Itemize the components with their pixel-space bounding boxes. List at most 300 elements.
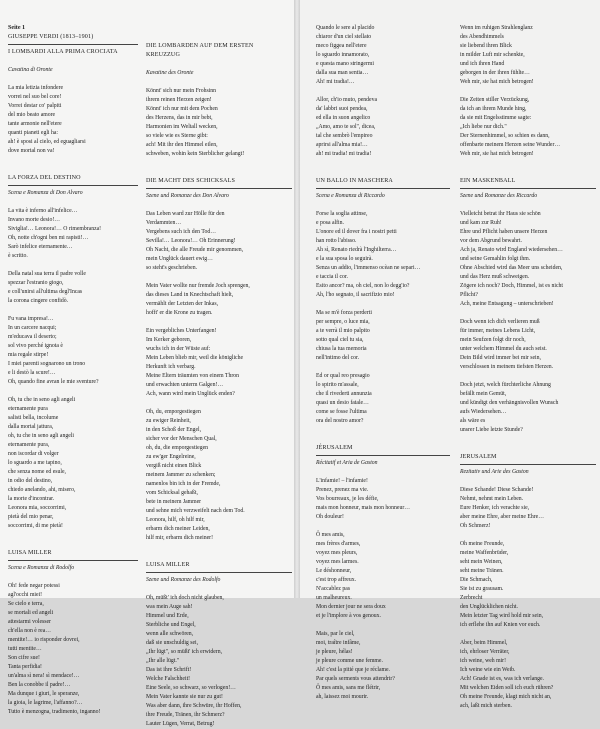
spacer (460, 630, 596, 639)
lyric-line: in milder Luft mir schenkte, (460, 52, 525, 58)
lyric-line: Ma dunque i giuri, le speranze, (8, 691, 80, 697)
section-subtitle: Récitatif et Aria de Gaston (316, 460, 378, 466)
lyric-line: aber meine Ehre, aber meine Ehre… (460, 514, 544, 520)
german-text-column (460, 24, 596, 709)
lyric-line: Tutto è menzogna, tradimento, inganno! (8, 709, 101, 715)
lyric-line: Sarò infelice eternamente… (8, 244, 73, 250)
lyric-line: Die Schmach, (460, 577, 493, 583)
lyric-line: eternamente pura (8, 406, 48, 412)
section-subtitle: Scena e Romanza di Riccardo (316, 193, 385, 199)
lyric-line: Mit welchen Eiden soll ich euch rühren? (460, 685, 554, 691)
section-subtitle: Scena e Romanza di Rodolfo (8, 565, 75, 571)
lyric-line: vorrei nel suo bel core! (8, 94, 62, 100)
spacer (146, 24, 292, 33)
lyric-line: Himmel und Erde, (146, 613, 189, 619)
lyric-line: geborgen in der ihren fühlte… (460, 70, 530, 76)
lyric-line: han rotto l'abisso. (316, 238, 357, 244)
spacer (146, 399, 292, 408)
lyric-line: da ich an ihrem Munde hing, (460, 106, 527, 112)
lyric-line: Mein Vater kannte sie nur zu gut! (146, 694, 223, 700)
lyric-line: Harmonien im Weltall wecken, (146, 124, 218, 130)
lyric-line: a te verrà il mio palpito (316, 328, 370, 334)
lyric-line: dalla mortal jattura, (8, 424, 54, 430)
lyric-line: Dein Bild wird immer bei mir sein, (460, 355, 541, 361)
lyric-line: meinem Jammer zu schenken; (146, 472, 216, 478)
lyric-line: tante armonie nell'etere (8, 121, 62, 127)
lyric-line: e li destò la scure!… (8, 370, 56, 376)
lyric-line: dove mortal non va! (8, 148, 55, 154)
section-subtitle: Cavatina di Oronte (8, 67, 53, 73)
spacer (8, 165, 138, 174)
spacer (460, 309, 596, 318)
lyric-line: Ein vergebliches Unterfangen! (146, 328, 217, 334)
lyric-line: Das Leben ward zur Hölle für den (146, 211, 225, 217)
section-heading: EIN MASKENBALL (460, 178, 516, 184)
lyric-line: Ben la conobbe il padre!… (8, 682, 71, 688)
lyric-line: zu ew'ger Engelreine, (146, 454, 196, 460)
lyric-line: Leonora, hilf, oh hilf mir, (146, 517, 205, 523)
lyric-line: ich weine, weh mir! (460, 658, 506, 664)
lyric-line: befällt mein Gemüt, (460, 391, 507, 397)
lyric-line: e coll'unirsi all'ultima degl'Incas (8, 289, 83, 295)
lyric-line: ich, ehrloser Verräter, (460, 649, 510, 655)
lyric-line: da sie mit Engelsstimme sagte: (460, 115, 532, 121)
italian-text-column (8, 24, 138, 715)
lyric-line: meine Waffenbrüder, (460, 550, 509, 556)
lyric-line: Zögere ich noch? Doch, Himmel, ist es nicht (460, 283, 563, 289)
divider (146, 188, 292, 189)
lyric-line: un'alma sì nera! sì mendace!… (8, 673, 80, 679)
lyric-line: Ich weine wie ein Weib. (460, 667, 516, 673)
lyric-line: La mia letizia infondere (8, 85, 64, 91)
spacer (146, 168, 292, 177)
lyric-line: Prenez, prenez ma vie. (316, 487, 369, 493)
lyric-line: Siviglia!… Leonora!… O rimembranza! (8, 226, 102, 232)
lyric-line: Oh, tu che in seno agli angeli (8, 397, 76, 403)
section-heading: DIE LOMBARDEN AUF DEM ERSTEN (146, 43, 254, 49)
lyric-line: che il rivederti annunzia (316, 391, 372, 397)
spacer (460, 168, 596, 177)
spacer (146, 552, 292, 561)
lyric-line: wenn alle schwören, (146, 631, 194, 637)
spacer (146, 78, 292, 87)
divider (316, 455, 450, 456)
lyric-line: Die Zeiten stiller Verzückung, (460, 97, 530, 103)
lyric-line: unsrer Liebe letzte Stunde? (460, 427, 523, 433)
lyric-line: Ah, l'ho segnato, il sacrifizio mio! (316, 292, 395, 298)
lyric-line: la morte d'incontrar. (8, 496, 55, 502)
lyric-line: mentite!… io risponder dovrei, (8, 637, 80, 643)
lyric-line: non iscordar di volger (8, 451, 59, 457)
lyric-line: e questa mano stringermi (316, 61, 374, 67)
spacer (316, 201, 450, 210)
lyric-line: so steht's geschrieben. (146, 265, 198, 271)
lyric-line: und ich ihren Hand (460, 61, 505, 67)
spacer (146, 273, 292, 282)
spacer (460, 531, 596, 540)
spacer (146, 33, 292, 42)
lyric-line: dalla sua man sentia… (316, 70, 369, 76)
section-heading: GIUSEPPE VERDI (1813–1901) (8, 34, 94, 40)
lyric-line: da' labbri suoi pendea, (316, 106, 368, 112)
spacer (8, 198, 138, 207)
lyric-line: oh, du, die emporgestiegen (146, 445, 209, 451)
lyric-line: hofft' er die Krone zu tragen. (146, 310, 213, 316)
lyric-line: ah! mi tradia! mi tradia! (316, 151, 372, 157)
lyric-line: Oh Nacht, die alle Freude mir genommen, (146, 247, 244, 253)
lyric-line: Lauter Lügen, Verrat, Betrug! (146, 721, 215, 727)
lyric-line: se mortali ed angeli (8, 610, 54, 616)
lyric-line: la corona cingere confidò. (8, 298, 69, 304)
lyric-line: meco figgea nell'etere (316, 43, 367, 49)
lyric-line: Verdammten… (146, 220, 182, 226)
spacer (146, 201, 292, 210)
german-text-column (146, 24, 292, 727)
lyric-line: oh, tu che in seno agli angeli (8, 433, 74, 439)
lyric-line: und seine Gemahlin folgt ihm. (460, 256, 531, 262)
lyric-line: Eure Henker, ich verachte sie, (460, 505, 530, 511)
spacer (316, 621, 450, 630)
spacer (316, 159, 450, 168)
lyric-line: Ah sì, Renato riedrà l'Inghilterra… (316, 247, 397, 253)
section-subtitle: Szene und Romanze des Riccardo (460, 193, 538, 199)
lyric-line: Mein Leben blieb mir, weil die königliche (146, 355, 244, 361)
spacer (316, 468, 450, 477)
lyric-line: Son cifre sue! (8, 655, 40, 661)
spacer (460, 159, 596, 168)
lyric-line: Ô mes amis, sans me flétrir, (316, 685, 381, 691)
lyric-line: Im Kerker geboren, (146, 337, 192, 343)
lyric-line: Esito ancor? ma, oh ciel, non lo degg'io? (316, 283, 410, 289)
spacer (8, 306, 138, 315)
lyric-line: Ô mes amis, (316, 532, 345, 538)
lyric-line: ch'ella non è rea… (8, 628, 52, 634)
section-heading: DIE MACHT DES SCHICKSALS (146, 178, 235, 184)
lyric-line: hilf mir, erbarm dich meiner! (146, 535, 213, 541)
lyric-line: mein Seufzen folgt dir noch, (460, 337, 526, 343)
lyric-line: nell'intimo del cor. (316, 355, 360, 361)
lyric-line: Vos bourreaux, je les défie, (316, 496, 379, 502)
lyric-line: Senza un addio, l'immenso ocèan ne separi… (316, 265, 421, 271)
lyric-line: Aber, beim Himmel, (460, 640, 508, 646)
lyric-line: Mein Vater wollte nur fremde Joch sprengen, (146, 283, 250, 289)
lyric-line: lo spirito m'assale, (316, 382, 359, 388)
lyric-line: La vita è inferno all'infelice… (8, 208, 78, 214)
spacer (8, 531, 138, 540)
lyric-line: Vorrei destar co' palpiti (8, 103, 62, 109)
lyric-line: e taccia il cor. (316, 274, 348, 280)
lyric-line: Leonora mia, soccorrimi, (8, 505, 67, 511)
lyric-line: Se cielo e terra, (8, 601, 44, 607)
lyric-line: aufs Wiedersehen… (460, 409, 507, 415)
lyric-line: Doch jetzt, welch fürchterliche Ahnung (460, 382, 551, 388)
divider (460, 464, 596, 465)
lyric-line: la gioia, le lagrime, l'affanno?… (8, 700, 83, 706)
divider (146, 572, 292, 573)
lyric-line: pietà del mio penar, (8, 514, 54, 520)
lyric-line: e posa alfin. (316, 220, 344, 226)
lyric-line: verschlossen in meinem tiefsten Herzen. (460, 364, 554, 370)
lyric-line: was mein Auge sah! (146, 604, 193, 610)
lyric-line: mia regale stirpe! (8, 352, 49, 358)
lyric-line: und kam zur Ruh! (460, 220, 502, 226)
lyric-line: Meine Eltern träumten von einem Thron (146, 373, 239, 379)
section-subtitle: Szene und Romanze des Rodolfo (146, 577, 221, 583)
lyric-line: des Abendhimmels (460, 34, 504, 40)
spacer (8, 75, 138, 84)
lyric-line: L'onore ed il dover fra i nostri petti (316, 229, 397, 235)
lyric-line: und erwachten unterm Galgen!… (146, 382, 224, 388)
section-heading: KREUZZUG (146, 52, 181, 58)
lyric-line: In un carcere nacqui; (8, 325, 57, 331)
lyric-line: un malheureux. (316, 595, 352, 601)
lyric-line: mein Unglück dauert ewig… (146, 256, 213, 262)
lyric-line: Mein letzter Tag wird hold mir sein, (460, 613, 544, 619)
lyric-line: L'infamie! – l'infamie! (316, 478, 368, 484)
section-heading: LUISA MILLER (146, 562, 190, 568)
spacer (8, 387, 138, 396)
lyric-line: Der Sternenhimmel, so schien es dann, (460, 133, 550, 139)
section-heading: JÉRUSALEM (316, 445, 353, 451)
lyric-line: Ah! mi tradia!… (316, 79, 355, 85)
lyric-line: vor dem Abgrund bewahrt. (460, 238, 522, 244)
lyric-line: quanti pianeti egli ha: (8, 130, 58, 136)
section-subtitle: Rezitativ und Arie des Gaston (460, 469, 529, 475)
spacer (8, 540, 138, 549)
section-heading: JERUSALEM (460, 454, 497, 460)
lyric-line: Quando le sere al placido (316, 25, 375, 31)
spacer (8, 261, 138, 270)
lyric-line: lo sguardo a me tapino, (8, 460, 62, 466)
lyric-line: Wenn im ruhigen Strahlenglanz (460, 25, 533, 31)
lyric-line: Ach! Gnade ist es, was ich verlange. (460, 676, 544, 682)
section-subtitle: Szene und Romanze des Don Alvaro (146, 193, 229, 199)
spacer (460, 372, 596, 381)
lyric-line: „Amo, amo te sol", dicea, (316, 124, 376, 130)
lyric-line: ah! è sposi al cielo, ed eguagliarsi (8, 139, 86, 145)
lyric-line: Oh Schmerz! (460, 523, 491, 529)
divider (316, 188, 450, 189)
lyric-line: schweben, wohin kein Sterblicher gelangt! (146, 151, 245, 157)
lyric-line: Welche Falschheit! (146, 676, 191, 682)
lyric-line: Sie ist zu grausam. (460, 586, 504, 592)
spacer (8, 57, 138, 66)
spacer (460, 444, 596, 453)
lyric-line: seht meine Tränen. (460, 568, 504, 574)
lyric-line: ed ella in suon angelico (316, 115, 371, 121)
lyric-line: Oh, du, emporgestiegen (146, 409, 201, 415)
lyric-line: mais mon honneur, mais mon honneur… (316, 505, 410, 511)
lyric-line: je pleure comme une femme. (316, 658, 383, 664)
lyric-line: unter welchem Himmel du auch seist. (460, 346, 547, 352)
lyric-line: salisti bella, incolume (8, 415, 59, 421)
spacer (460, 435, 596, 444)
lyric-line: moi, traître infâme, (316, 640, 361, 646)
spacer (460, 201, 596, 210)
divider (8, 44, 138, 45)
spacer (316, 426, 450, 435)
lyric-line: Ehre und Pflicht haben unsere Herzen (460, 229, 548, 235)
lyric-line: und das Herz muß schweigen. (460, 274, 530, 280)
lyric-line: che senza nome ed esule, (8, 469, 66, 475)
lyric-line: e la sua sposa lo seguirà. (316, 256, 373, 262)
lyric-line: et je l'implore à vos genoux. (316, 613, 381, 619)
right-page (300, 0, 600, 709)
lyric-line: Ach, wann wird mein Unglück enden? (146, 391, 235, 397)
lyric-line: Was aber dann, ihre Schwüre, ihr Hoffen, (146, 703, 242, 709)
spacer (460, 477, 596, 486)
lyric-line: je pleure, hélas! (316, 649, 353, 655)
lyric-line: eternamente pura, (8, 442, 50, 448)
lyric-line: Par quels serments vous attendrir? (316, 676, 395, 682)
lyric-line: Oh! fede negar potessi (8, 583, 60, 589)
lyric-line: voyez mes pleurs, (316, 550, 358, 556)
lyric-line: Vielleicht betrat ihr Haus sie schön (460, 211, 541, 217)
lyric-line: „Ich liebe nur dich." (460, 124, 507, 130)
lyric-line: del mio beato amore (8, 112, 56, 118)
lyric-line: offenbarte meinem Herzen seine Wunder… (460, 142, 561, 148)
lyric-line: voyez mes larmes. (316, 559, 359, 565)
lyric-line: „Ihr lügt", so müßt' ich erwidern, (146, 649, 223, 655)
lyric-line: ah, laissez moi mourir. (316, 694, 369, 700)
lyric-line: Diese Schande! Diese Schande! (460, 487, 534, 493)
lyric-line: vergiß nicht einen Blick (146, 463, 202, 469)
lyric-line: und kündigt den verhängnisvollen Wunsch (460, 400, 559, 406)
lyric-line: seht mein Weinen, (460, 559, 503, 565)
lyric-line: in den Schoß der Engel, (146, 427, 202, 433)
lyric-line: bete in meinem Jammer (146, 499, 202, 505)
spacer (146, 543, 292, 552)
lyric-line: das dieses Land in Knechtschaft hielt, (146, 292, 234, 298)
lyric-line: Doch wenn ich dich verlieren muß (460, 319, 540, 325)
spacer (316, 363, 450, 372)
lyric-line: Könnt' sich nur mein Frohsinn (146, 88, 217, 94)
lyric-line: Forse la soglia attinse, (316, 211, 368, 217)
lyric-line: Weh mir, sie hat mich betrogen! (460, 79, 534, 85)
lyric-line: sicher vor der Menschen Qual, (146, 436, 217, 442)
lyric-line: Ma se m'è forza perderti (316, 310, 372, 316)
lyric-line: sol vivo perché ignota è (8, 343, 63, 349)
lyric-line: ach, laßt mich sterben. (460, 703, 512, 709)
lyric-line: Zerbrecht (460, 595, 483, 601)
section-subtitle: Kavatine des Oronte (146, 70, 194, 76)
section-heading: UN BALLO IN MASCHERA (316, 178, 393, 184)
lyric-line: daß sie unschuldig sei, (146, 640, 199, 646)
lyric-line: Weh mir, sie hat mich betrogen! (460, 151, 534, 157)
lyric-line: Eine Seele, so schwarz, so verlogen!… (146, 685, 236, 691)
spacer (146, 159, 292, 168)
left-page (0, 0, 294, 727)
lyric-line: ihre Freude, Tränen, ihr Schmerz? (146, 712, 225, 718)
lyric-line: tutti mentite… (8, 646, 42, 652)
lyric-line: Das ist ihre Schrift! (146, 667, 192, 673)
spacer (316, 435, 450, 444)
section-heading: LUISA MILLER (8, 550, 52, 556)
divider (8, 560, 138, 561)
lyric-line: für immer, meines Lebens Licht, (460, 328, 536, 334)
spacer (316, 168, 450, 177)
lyric-line: namenlos bin ich in der Fremde, (146, 481, 221, 487)
lyric-line: aprirsi all'alma mia!… (316, 142, 368, 148)
lyric-line: Mais, par le ciel, (316, 631, 355, 637)
lyric-line: vom Schicksal gehaßt, (146, 490, 198, 496)
lyric-line: Sterbliche und Engel, (146, 622, 196, 628)
lyric-line: Fu vana impresa!… (8, 316, 54, 322)
lyric-line: sotto qual ciel tu sia, (316, 337, 364, 343)
lyric-line: attestarmi volesser (8, 619, 51, 625)
lyric-line: quasi un desio fatale… (316, 400, 369, 406)
section-heading: I LOMBARDI ALLA PRIMA CROCIATA (8, 49, 118, 55)
lyric-line: N'accablez pas (316, 586, 351, 592)
lyric-line: mes frères d'armes, (316, 541, 361, 547)
spacer (8, 156, 138, 165)
lyric-line: Vergebens such ich den Tod… (146, 229, 216, 235)
lyric-line: I miei parenti sognarono un trono (8, 361, 86, 367)
lyric-line: Oh, müßt' ich doch nicht glauben, (146, 595, 224, 601)
lyric-line: Nehmt, nehmt mein Leben. (460, 496, 524, 502)
lyric-line: wuchs ich in der Wüste auf: (146, 346, 211, 352)
lyric-line: Ah! c'est la pitié que je réclame. (316, 667, 390, 673)
lyric-line: vermählt der Letzten der Inkas, (146, 301, 219, 307)
lyric-line: sie liebend ihren Blick (460, 43, 512, 49)
lyric-line: ihrem reinen Herzen zeigen! (146, 97, 212, 103)
lyric-line: in odio del destino, (8, 478, 53, 484)
lyric-line: als wäre es (460, 418, 486, 424)
lyric-line: ora del nostro amor? (316, 418, 364, 424)
spacer (316, 522, 450, 531)
lyric-line: ich erflehe ihn auf Knien vor euch. (460, 622, 541, 628)
spacer (146, 585, 292, 594)
lyric-line: ach! Mit ihr den Himmel eilen, (146, 142, 218, 148)
lyric-line: Le déshonneur, (316, 568, 352, 574)
lyric-line: Sevilla!… Leonora!… Oh Erinnerung! (146, 238, 236, 244)
lyric-line: Oh, quando fine avran le mie sventure? (8, 379, 99, 385)
spacer (146, 60, 292, 69)
spacer (460, 87, 596, 96)
lyric-line: agl'occhi miei! (8, 592, 43, 598)
lyric-line: Könnt' ich nur mit dem Pochen (146, 106, 218, 112)
lyric-line: è scritto. (8, 253, 28, 259)
lyric-line: Della natal sua terra il padre volle (8, 271, 86, 277)
spacer (316, 87, 450, 96)
lyric-line: chiaror d'un ciel stellato (316, 34, 372, 40)
lyric-line: c'est trop affreux. (316, 577, 357, 583)
lyric-line: den Unglücklichen nicht. (460, 604, 518, 610)
lyric-line: Tanta perfidia! (8, 664, 42, 670)
lyric-line: Mon dernier jour ne sera doux (316, 604, 386, 610)
lyric-line: und sehne mich verzweifelt nach dem Tod. (146, 508, 245, 514)
lyric-line: Ed or qual reo presagio (316, 373, 370, 379)
lyric-line: Ach, meine Entsagung – unterschrieben! (460, 301, 554, 307)
original-text-column (316, 24, 450, 700)
lyric-line: Oh douleur! (316, 514, 344, 520)
spacer (8, 573, 138, 582)
lyric-line: so viele wie es Sterne gibt: (146, 133, 208, 139)
lyric-line: per sempre, o luce mia, (316, 319, 370, 325)
lyric-line: Oh, notte ch'ogni ben mi rapisti!… (8, 235, 89, 241)
spacer (146, 318, 292, 327)
lyric-line: Allor, ch'io muto, pendeva (316, 97, 378, 103)
lyric-line: erbarm dich meiner Leiden, (146, 526, 210, 532)
lyric-line: Ohne Abschied wird das Meer uns scheiden, (460, 265, 563, 271)
divider (8, 185, 138, 186)
lyric-line: Oh meine Freunde, klagt mich nicht an, (460, 694, 552, 700)
lyric-line: des Herzens, das in mir bebt, (146, 115, 213, 121)
lyric-line: Pflicht? (460, 292, 478, 298)
lyric-line: „Ihr alle lügt." (146, 658, 180, 664)
lyric-line: lo sguardo innamorato, (316, 52, 370, 58)
spacer (316, 300, 450, 309)
